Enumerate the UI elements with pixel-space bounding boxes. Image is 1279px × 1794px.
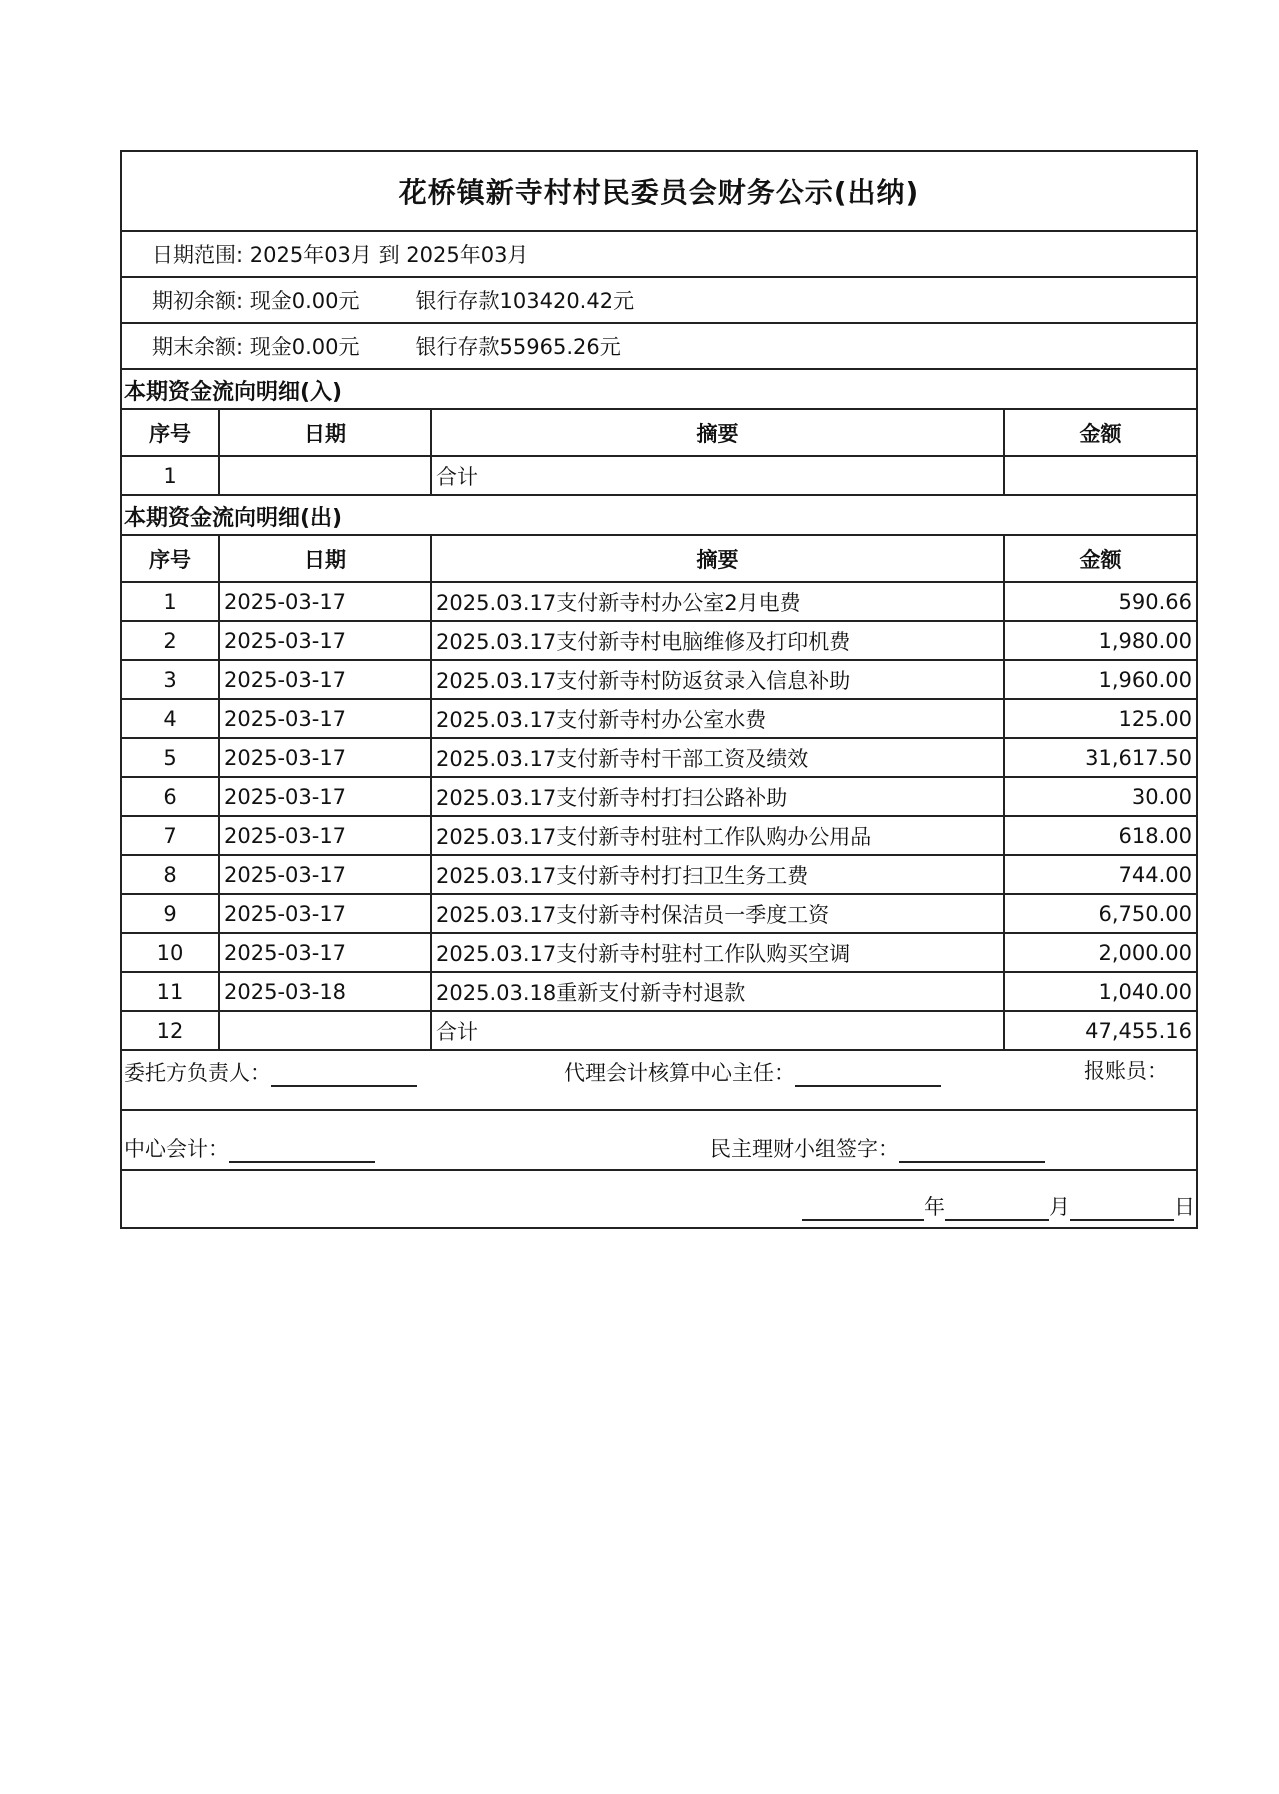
income-section <box>122 370 1196 494</box>
row-seq: 9 <box>122 894 219 933</box>
row-seq: 2 <box>122 621 219 660</box>
principal-signature <box>124 1057 417 1087</box>
day-label: 日 <box>1174 1195 1195 1219</box>
table-row <box>122 855 1196 894</box>
expense-table <box>122 536 1196 1049</box>
row-date: 2025-03-18 <box>219 972 431 1011</box>
row-date: 2025-03-17 <box>219 777 431 816</box>
month-line <box>945 1219 1049 1221</box>
center-accountant-line <box>229 1161 375 1163</box>
row-summary: 2025.03.17支付新寺村打扫卫生务工费 <box>431 855 1004 894</box>
row-date: 2025-03-17 <box>219 894 431 933</box>
row-amount <box>1004 456 1196 494</box>
row-amount: 30.00 <box>1004 777 1196 816</box>
table-row <box>122 621 1196 660</box>
opening-bank: 银行存款103420.42元 <box>415 289 635 313</box>
row-summary: 合计 <box>431 1011 1004 1049</box>
col-header-amount: 金额 <box>1004 410 1196 456</box>
row-amount: 1,040.00 <box>1004 972 1196 1011</box>
row-summary: 合计 <box>431 456 1004 494</box>
row-date: 2025-03-17 <box>219 621 431 660</box>
center-director-signature <box>564 1057 941 1087</box>
year-line <box>802 1219 924 1221</box>
closing-balance <box>122 324 1196 370</box>
row-summary: 2025.03.17支付新寺村干部工资及绩效 <box>431 738 1004 777</box>
table-row <box>122 1011 1196 1049</box>
principal-label: 委托方负责人： <box>124 1061 271 1085</box>
expense-header-row <box>122 536 1196 582</box>
signature-row-1 <box>122 1049 1196 1111</box>
day-line <box>1070 1219 1174 1221</box>
table-row <box>122 816 1196 855</box>
row-amount: 125.00 <box>1004 699 1196 738</box>
center-accountant-signature <box>124 1133 375 1163</box>
row-date: 2025-03-17 <box>219 660 431 699</box>
col-header-date: 日期 <box>219 410 431 456</box>
table-row <box>122 660 1196 699</box>
table-row <box>122 894 1196 933</box>
row-date <box>219 1011 431 1049</box>
row-seq: 11 <box>122 972 219 1011</box>
center-director-label: 代理会计核算中心主任： <box>564 1061 795 1085</box>
row-summary: 2025.03.17支付新寺村防返贫录入信息补助 <box>431 660 1004 699</box>
row-date: 2025-03-17 <box>219 738 431 777</box>
row-date <box>219 456 431 494</box>
row-amount: 31,617.50 <box>1004 738 1196 777</box>
table-row <box>122 933 1196 972</box>
table-row <box>122 738 1196 777</box>
row-seq: 1 <box>122 582 219 621</box>
table-row <box>122 699 1196 738</box>
finance-group-label: 民主理财小组签字： <box>710 1137 899 1161</box>
row-summary: 2025.03.17支付新寺村办公室水费 <box>431 699 1004 738</box>
row-seq: 4 <box>122 699 219 738</box>
col-header-seq: 序号 <box>122 536 219 582</box>
opening-balance <box>122 278 1196 324</box>
principal-line <box>271 1085 417 1087</box>
income-header-row <box>122 410 1196 456</box>
row-seq: 10 <box>122 933 219 972</box>
row-summary: 2025.03.17支付新寺村驻村工作队购买空调 <box>431 933 1004 972</box>
expense-rows <box>122 582 1196 1049</box>
col-header-seq: 序号 <box>122 410 219 456</box>
income-table <box>122 410 1196 494</box>
table-row <box>122 777 1196 816</box>
row-amount: 47,455.16 <box>1004 1011 1196 1049</box>
row-seq: 8 <box>122 855 219 894</box>
row-summary: 2025.03.18重新支付新寺村退款 <box>431 972 1004 1011</box>
finance-disclosure-sheet <box>120 150 1198 1229</box>
row-seq: 5 <box>122 738 219 777</box>
income-rows <box>122 456 1196 494</box>
row-date: 2025-03-17 <box>219 582 431 621</box>
year-label: 年 <box>924 1195 945 1219</box>
row-summary: 2025.03.17支付新寺村电脑维修及打印机费 <box>431 621 1004 660</box>
col-header-summary: 摘要 <box>431 410 1004 456</box>
row-amount: 618.00 <box>1004 816 1196 855</box>
finance-group-line <box>899 1161 1045 1163</box>
date-range <box>122 232 1196 278</box>
income-section-title: 本期资金流向明细(入) <box>122 370 1196 410</box>
row-date: 2025-03-17 <box>219 816 431 855</box>
row-date: 2025-03-17 <box>219 699 431 738</box>
expense-section-title: 本期资金流向明细(出) <box>122 496 1196 536</box>
finance-group-signature <box>710 1133 1045 1163</box>
col-header-date: 日期 <box>219 536 431 582</box>
row-seq: 1 <box>122 456 219 494</box>
date-range-text: 日期范围: 2025年03月 到 2025年03月 <box>152 243 529 267</box>
row-amount: 1,980.00 <box>1004 621 1196 660</box>
signature-row-2 <box>122 1111 1196 1171</box>
col-header-amount: 金额 <box>1004 536 1196 582</box>
row-amount: 1,960.00 <box>1004 660 1196 699</box>
month-label: 月 <box>1049 1195 1070 1219</box>
col-header-summary: 摘要 <box>431 536 1004 582</box>
page-title: 花桥镇新寺村村民委员会财务公示(出纳) <box>122 152 1196 232</box>
expense-section <box>122 494 1196 1049</box>
opening-cash: 期初余额: 现金0.00元 <box>152 289 360 313</box>
row-amount: 744.00 <box>1004 855 1196 894</box>
reimburser-label: 报账员： <box>1084 1059 1168 1083</box>
table-row <box>122 582 1196 621</box>
row-seq: 7 <box>122 816 219 855</box>
closing-bank: 银行存款55965.26元 <box>415 335 621 359</box>
center-director-line <box>795 1085 941 1087</box>
row-date: 2025-03-17 <box>219 933 431 972</box>
row-amount: 2,000.00 <box>1004 933 1196 972</box>
row-seq: 6 <box>122 777 219 816</box>
row-amount: 6,750.00 <box>1004 894 1196 933</box>
signature-date <box>802 1191 1195 1221</box>
row-amount: 590.66 <box>1004 582 1196 621</box>
closing-cash: 期末余额: 现金0.00元 <box>152 335 360 359</box>
row-date: 2025-03-17 <box>219 855 431 894</box>
table-row <box>122 456 1196 494</box>
row-summary: 2025.03.17支付新寺村驻村工作队购办公用品 <box>431 816 1004 855</box>
row-summary: 2025.03.17支付新寺村办公室2月电费 <box>431 582 1004 621</box>
row-seq: 3 <box>122 660 219 699</box>
table-row <box>122 972 1196 1011</box>
row-summary: 2025.03.17支付新寺村打扫公路补助 <box>431 777 1004 816</box>
row-seq: 12 <box>122 1011 219 1049</box>
signature-date-row <box>122 1171 1196 1227</box>
row-summary: 2025.03.17支付新寺村保洁员一季度工资 <box>431 894 1004 933</box>
center-accountant-label: 中心会计： <box>124 1137 229 1161</box>
